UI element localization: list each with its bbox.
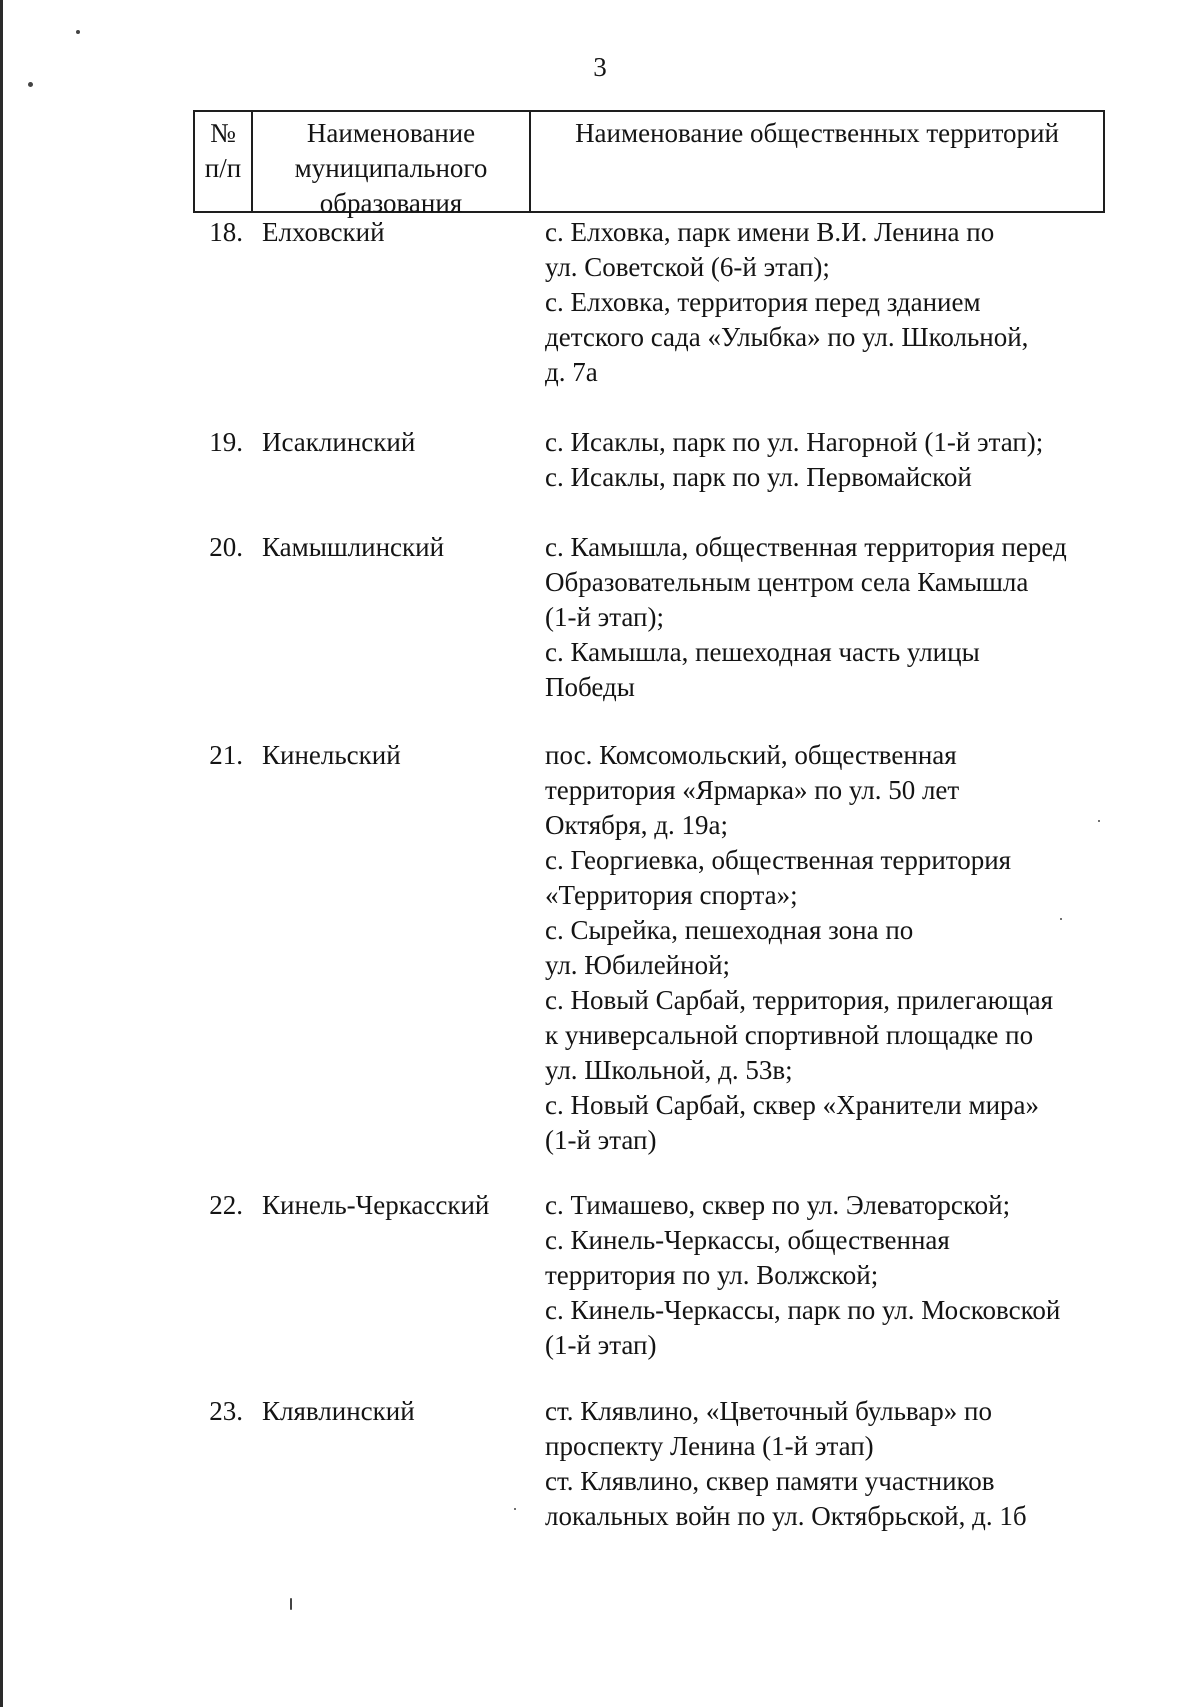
territory-line: Победы — [545, 672, 635, 702]
header-cell-municipality — [253, 112, 531, 218]
header-municipality-line: муниципального — [294, 153, 488, 183]
territory-line: Октября, д. 19а; — [545, 810, 729, 840]
row-territories — [545, 1394, 1120, 1534]
territory-line: с. Кинель-Черкассы, парк по ул. Московской — [545, 1295, 1061, 1325]
row-number: 18. — [209, 217, 243, 247]
territory-line: с. Елховка, парк имени В.И. Ленина по — [545, 217, 995, 247]
territory-line: с. Новый Сарбай, сквер «Хранители мира» — [545, 1090, 1040, 1120]
scan-left-edge — [0, 0, 3, 1707]
territory-line: с. Исаклы, парк по ул. Нагорной (1-й этап); — [545, 427, 1044, 457]
row-number: 22. — [209, 1190, 243, 1220]
row-territories — [545, 530, 1120, 705]
territory-line: ул. Школьной, д. 53в; — [545, 1055, 793, 1085]
row-number: 21. — [209, 740, 243, 770]
row-territories — [545, 1188, 1120, 1363]
territory-line: (1-й этап); — [545, 602, 664, 632]
scan-speck — [1060, 918, 1062, 920]
header-municipality-line: Наименование — [306, 118, 476, 148]
territory-line: (1-й этап) — [545, 1330, 657, 1360]
row-municipality: Исаклинский — [262, 427, 416, 457]
row-territories — [545, 425, 1120, 495]
header-territories-line: Наименование общественных территорий — [575, 118, 1059, 148]
scan-speck — [1098, 820, 1100, 822]
row-number: 20. — [209, 532, 243, 562]
territory-line: д. 7а — [545, 357, 598, 387]
header-municipality-line: образования — [319, 188, 463, 218]
territory-line: (1-й этап) — [545, 1125, 657, 1155]
territory-line: детского сада «Улыбка» по ул. Школьной, — [545, 322, 1029, 352]
header-cell-territories — [531, 112, 1103, 211]
territory-line: ст. Клявлино, сквер памяти участников — [545, 1466, 995, 1496]
territory-line: территория по ул. Волжской; — [545, 1260, 879, 1290]
territory-line: с. Елховка, территория перед зданием — [545, 287, 981, 317]
scan-speck — [514, 1508, 516, 1510]
row-territories — [545, 738, 1120, 1158]
territory-line: ул. Советской (6-й этап); — [545, 252, 830, 282]
territory-line: с. Исаклы, парк по ул. Первомайской — [545, 462, 972, 492]
territory-line: с. Камышла, пешеходная часть улицы — [545, 637, 980, 667]
row-number: 19. — [209, 427, 243, 457]
scan-speck — [76, 30, 80, 34]
territory-line: «Территория спорта»; — [545, 880, 798, 910]
territory-line: ст. Клявлино, «Цветочный бульвар» по — [545, 1396, 992, 1426]
territory-line: с. Новый Сарбай, территория, прилегающая — [545, 985, 1054, 1015]
row-municipality: Кинельский — [262, 740, 401, 770]
header-cell-number — [195, 112, 253, 211]
table-header — [193, 110, 1105, 218]
territory-line: ул. Юбилейной; — [545, 950, 731, 980]
row-municipality: Елховский — [262, 217, 385, 247]
territory-line: с. Кинель-Черкассы, общественная — [545, 1225, 950, 1255]
territory-line: с. Камышла, общественная территория перед — [545, 532, 1067, 562]
scan-speck — [290, 1598, 292, 1610]
row-municipality: Клявлинский — [262, 1396, 415, 1426]
header-number-line: № — [210, 118, 236, 148]
row-number: 23. — [209, 1396, 243, 1426]
territory-line: локальных войн по ул. Октябрьской, д. 1б — [545, 1501, 1027, 1531]
page-number: 3 — [593, 52, 607, 82]
row-municipality: Камышлинский — [262, 532, 445, 562]
row-municipality: Кинель-Черкасский — [262, 1190, 490, 1220]
territory-line: территория «Ярмарка» по ул. 50 лет — [545, 775, 960, 805]
territory-line: к универсальной спортивной площадке по — [545, 1020, 1034, 1050]
territory-line: пос. Комсомольский, общественная — [545, 740, 957, 770]
territory-line: Образовательным центром села Камышла — [545, 567, 1029, 597]
territory-line: с. Тимашево, сквер по ул. Элеваторской; — [545, 1190, 1011, 1220]
territory-line: проспекту Ленина (1-й этап) — [545, 1431, 874, 1461]
header-number-line: п/п — [204, 153, 242, 183]
scan-speck — [28, 82, 33, 87]
territory-line: с. Георгиевка, общественная территория — [545, 845, 1012, 875]
territory-line: с. Сырейка, пешеходная зона по — [545, 915, 914, 945]
row-territories — [545, 215, 1120, 390]
